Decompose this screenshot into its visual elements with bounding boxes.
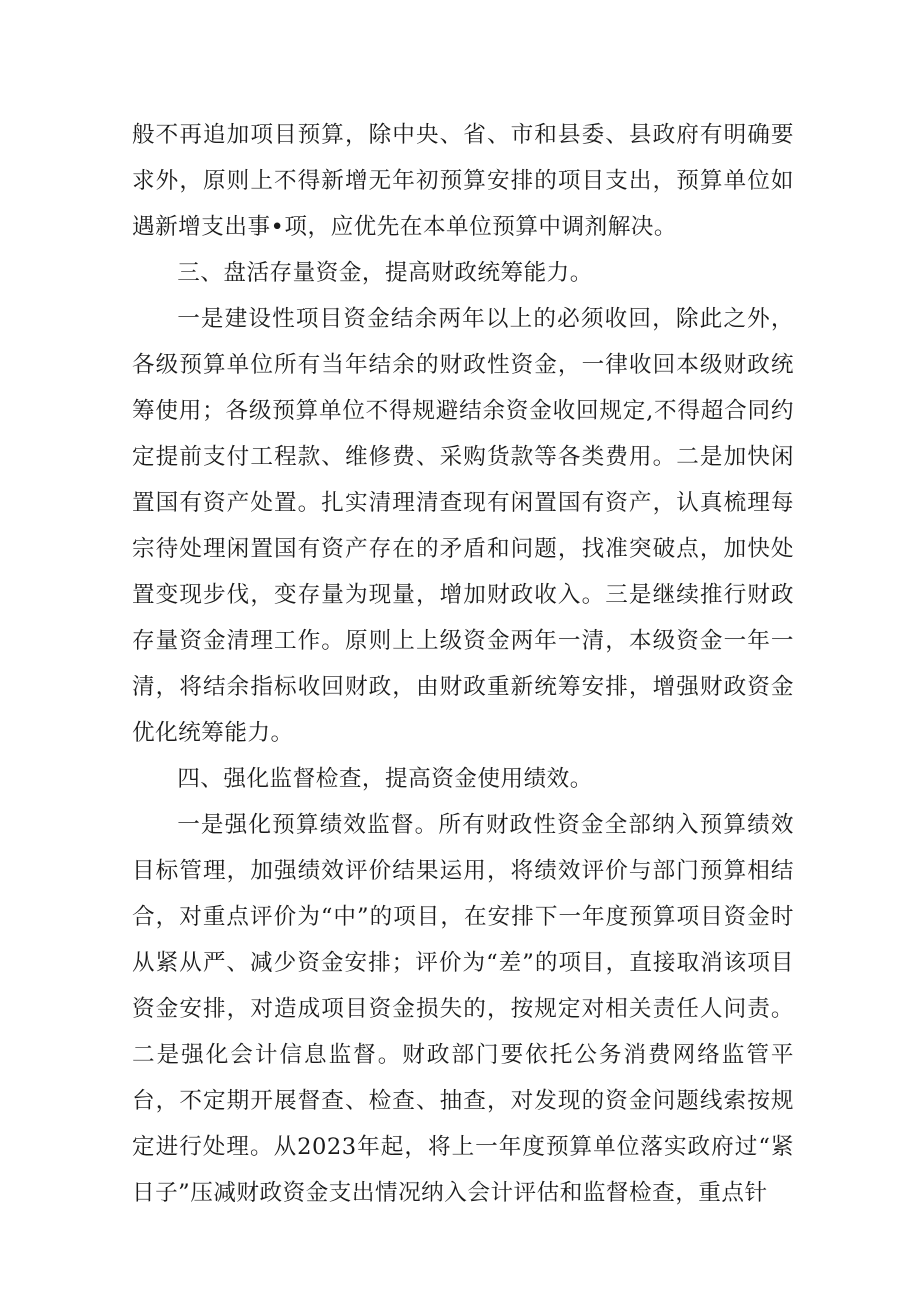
paragraph-continuation: 般不再追加项目预算，除中央、省、市和县委、县政府有明确要求外，原则上不得新增无年初预算安排的项目支出，预算单位如遇新增支出事•项，应优先在本单位预算中调剂解决。 xyxy=(132,122,794,240)
section-heading-four: 四、强化监督检查，提高资金使用绩效。 xyxy=(177,766,593,792)
section-heading-three: 三、盘活存量资金，提高财政统筹能力。 xyxy=(177,260,593,286)
paragraph-section-three-body: 一是建设性项目资金结余两年以上的必须收回，除此之外，各级预算单位所有当年结余的财政性资金，一律收回本级财政统筹使用；各级预算单位不得规避结余资金收回规定,不得超合同约定提前支付工程款、维修费、采购货款等各类费用。二是加快闲置国有资产处置。扎实清理清查现有闲置国有资产，认真梳理每宗待处理闲置国有资产存在的矛盾和问题，找准突破点，加快处置变现步伐，变存量为现量，增加财政收入。三是继续推行财政存量资金清理工作。原则上上级资金两年一清，本级资金一年一清，将结余指标收回财政，由财政重新统筹安排，增强财政资金优化统筹能力。 xyxy=(132,306,794,746)
document-body xyxy=(132,112,794,1216)
paragraph-section-four-body: 一是强化预算绩效监督。所有财政性资金全部纳入预算绩效目标管理，加强绩效评价结果运用，将绩效评价与部门预算相结合，对重点评价为“中”的项目，在安排下一年度预算项目资金时从紧从严、减少资金安排；评价为“差”的项目，直接取消该项目资金安排，对造成项目资金损失的，按规定对相关责任人问责。二是强化会计信息监督。财政部门要依托公务消费网络监管平台，不定期开展督查、检查、抽查，对发现的资金问题线索按规定进行处理。从2023年起，将上一年度预算单位落实政府过“紧日子”压减财政资金支出情况纳入会计评估和监督检查，重点针 xyxy=(132,812,794,1206)
